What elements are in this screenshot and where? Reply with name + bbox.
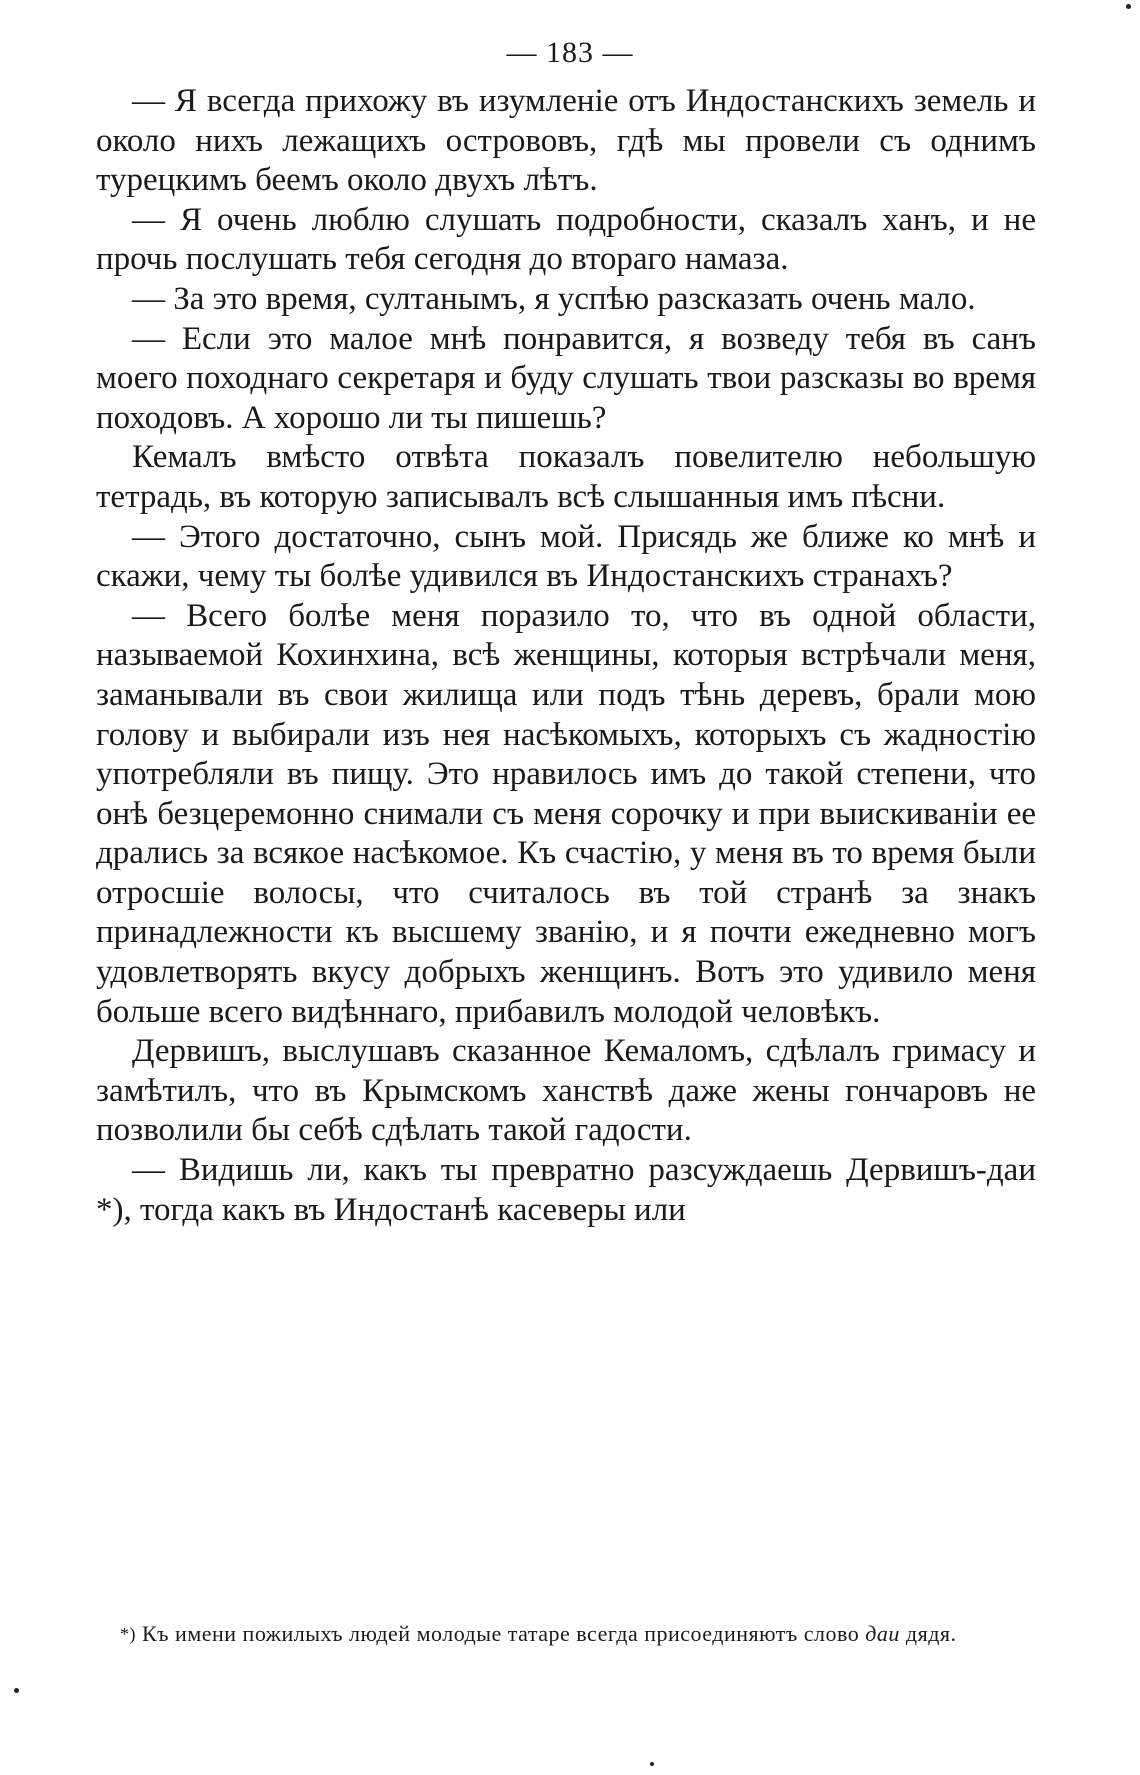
- print-speck: [14, 1688, 19, 1693]
- paragraph: — Этого достаточно, сынъ мой. Присядь же ближе ко мнѣ и скажи, чему ты болѣе удивился въ Индостанскихъ странахъ?: [96, 518, 1036, 595]
- paragraph: — Видишь ли, какъ ты превратно разсуждаешь Дервишъ-даи *), тогда какъ въ Индостанѣ касеверы или: [96, 1152, 1036, 1228]
- paragraph: — Я очень люблю слушать подробности, сказалъ ханъ, и не прочь послушать тебя сегодня до втораго намаза.: [96, 201, 1036, 278]
- footnote-marker: *): [120, 1624, 136, 1644]
- paragraph: — Я всегда прихожу въ изумленіе отъ Индостанскихъ земель и около нихъ лежащихъ острововъ, гдѣ мы провели съ однимъ турецкимъ беемъ около двухъ лѣтъ.: [96, 83, 1036, 199]
- paragraph: Кемалъ вмѣсто отвѣта показалъ повелителю небольшую тетрадь, въ которую записывалъ всѣ слышанныя имъ пѣсни.: [96, 439, 1036, 515]
- footnote-text: Къ имени пожилыхъ людей молодые татаре всегда присоединяютъ слово: [142, 1621, 860, 1646]
- print-speck: [650, 1762, 654, 1766]
- body-text: [96, 82, 1036, 1230]
- footnote-italic-word: даи: [865, 1621, 900, 1646]
- paragraph: Дервишъ, выслушавъ сказанное Кемаломъ, сдѣлалъ гримасу и замѣтилъ, что въ Крымскомъ ханствѣ даже жены гончаровъ не позволили бы себѣ сдѣлать такой гадости.: [96, 1033, 1036, 1149]
- print-speck: [1126, 4, 1131, 9]
- footnote: [96, 1620, 1036, 1648]
- paragraph: — За это время, султанымъ, я успѣю разсказать очень мало.: [132, 280, 976, 317]
- paragraph: — Всего болѣе меня поразило то, что въ одной области, называемой Кохинхина, всѣ женщины, которыя встрѣчали меня, заманывали въ свои жилища или подъ тѣнь деревъ, брали мою голову и выбирали изъ нея насѣкомыхъ, которыхъ съ жадностію употребляли въ пищу. Это нравилось имъ до такой степени, что онѣ безцеремонно снимали съ меня сорочку и при выискиваніи ее дрались за всякое насѣкомое. Къ счастію, у меня въ то время были отросшіе волосы, что считалось въ той странѣ за знакъ принадлежности къ высшему званію, и я почти ежедневно могъ удовлетворять вкусу добрыхъ женщинъ. Вотъ это удивило меня больше всего видѣннаго, прибавилъ молодой человѣкъ.: [96, 597, 1036, 1030]
- page-number: — 183 —: [506, 36, 634, 69]
- footnote-text-end: дядя.: [905, 1621, 957, 1646]
- paragraph: — Если это малое мнѣ понравится, я возведу тебя въ санъ моего походнаго секретаря и буду слушать твои разсказы во время походовъ. А хорошо ли ты пишешь?: [96, 320, 1036, 436]
